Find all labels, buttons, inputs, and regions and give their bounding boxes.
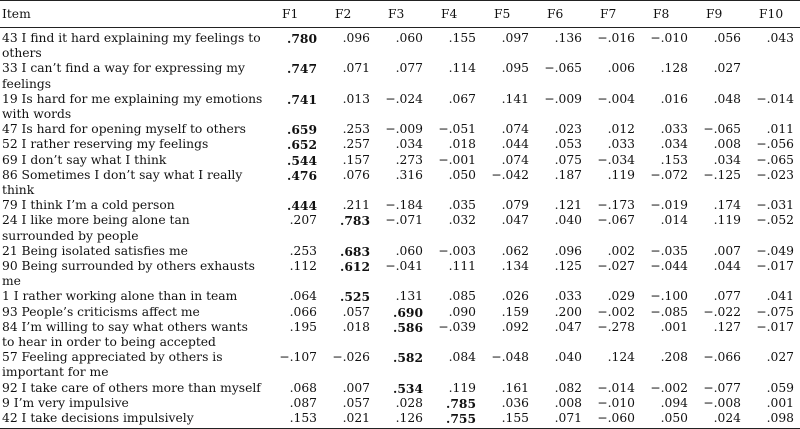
loading-cell: .027 bbox=[713, 61, 741, 76]
loading-cell: −.066 bbox=[703, 350, 741, 365]
table-header-row bbox=[0, 1, 800, 28]
loading-cell: .092 bbox=[501, 319, 529, 334]
loading-cell: .071 bbox=[535, 411, 588, 429]
item-label: 86 Sometimes I don’t say what I really think bbox=[2, 167, 243, 198]
loading-cell: .187 bbox=[554, 167, 582, 182]
loading-cell: −.065 bbox=[544, 61, 582, 76]
loading-cell: .155 bbox=[482, 411, 535, 429]
item-label: 9 I’m very impulsive bbox=[2, 395, 129, 410]
loading-cell: .141 bbox=[501, 91, 529, 106]
loading-cell: −.039 bbox=[438, 319, 476, 334]
loading-cell: .016 bbox=[660, 91, 688, 106]
loading-cell: .444 bbox=[287, 198, 317, 214]
loading-cell: −.014 bbox=[756, 91, 794, 106]
column-header-f9: F9 bbox=[694, 1, 747, 28]
loading-cell: −.085 bbox=[650, 304, 688, 319]
table-row bbox=[0, 153, 800, 168]
loading-cell: .056 bbox=[713, 31, 741, 45]
loading-cell: .114 bbox=[448, 61, 476, 76]
loading-cell: −.010 bbox=[650, 31, 688, 45]
table-row bbox=[0, 213, 800, 243]
loading-cell: .002 bbox=[607, 243, 635, 258]
loading-cell: .195 bbox=[289, 319, 317, 334]
loading-cell: −.026 bbox=[332, 350, 370, 365]
loading-cell: .690 bbox=[393, 304, 423, 320]
loading-cell: .084 bbox=[448, 350, 476, 365]
loading-cell: .064 bbox=[289, 289, 317, 304]
table-row bbox=[0, 137, 800, 152]
loading-cell: .040 bbox=[554, 213, 582, 228]
loading-cell: −.017 bbox=[756, 319, 794, 334]
loading-cell: .273 bbox=[395, 152, 423, 167]
loading-cell: .034 bbox=[713, 152, 741, 167]
loading-cell: −.009 bbox=[385, 122, 423, 137]
item-label: 19 Is hard for me explaining my emotions with words bbox=[2, 91, 263, 122]
item-label: 90 Being surrounded by others exhausts me bbox=[2, 259, 255, 289]
item-label: 69 I don’t say what I think bbox=[2, 152, 167, 167]
item-label: 47 Is hard for opening myself to others bbox=[2, 122, 246, 137]
loading-cell: .040 bbox=[554, 350, 582, 365]
loading-cell: .008 bbox=[554, 395, 582, 410]
loading-cell: .066 bbox=[289, 304, 317, 319]
loading-cell: −.278 bbox=[597, 319, 635, 334]
item-label: 33 I can’t find a way for expressing my feelings bbox=[2, 61, 245, 91]
loading-cell: .013 bbox=[342, 91, 370, 106]
loading-cell: .159 bbox=[501, 304, 529, 319]
loading-cell: .018 bbox=[448, 137, 476, 152]
loading-cell: .683 bbox=[340, 243, 370, 259]
table-row bbox=[0, 122, 800, 137]
table-row bbox=[0, 350, 800, 380]
loading-cell: −.056 bbox=[756, 137, 794, 152]
table-body bbox=[0, 28, 800, 429]
loading-cell: .044 bbox=[713, 259, 741, 274]
loading-cell: −.019 bbox=[650, 198, 688, 213]
loading-cell: .161 bbox=[501, 380, 529, 395]
loading-cell: .014 bbox=[660, 213, 688, 228]
loading-cell: −.027 bbox=[597, 259, 635, 274]
column-header-f3: F3 bbox=[376, 1, 429, 28]
loading-cell: .024 bbox=[694, 411, 747, 429]
item-label: 84 I’m willing to say what others wants to hear in order to being accepted bbox=[2, 319, 248, 350]
loading-cell: .075 bbox=[554, 152, 582, 167]
loading-cell: −.010 bbox=[597, 395, 635, 410]
loading-cell: .111 bbox=[448, 259, 476, 274]
loading-cell: .659 bbox=[287, 122, 317, 138]
loading-cell: −.075 bbox=[756, 304, 794, 319]
loading-cell: .050 bbox=[448, 167, 476, 182]
loading-cell: .076 bbox=[342, 167, 370, 182]
loading-cell: .047 bbox=[554, 319, 582, 334]
loading-cell: −.023 bbox=[756, 167, 794, 182]
loading-cell: −.044 bbox=[650, 259, 688, 274]
loading-cell: .112 bbox=[289, 259, 317, 274]
loading-cell: −.042 bbox=[491, 167, 529, 182]
loading-cell: .001 bbox=[766, 395, 794, 410]
loading-cell: .062 bbox=[501, 243, 529, 258]
loading-cell: −.031 bbox=[756, 198, 794, 213]
column-header-f2: F2 bbox=[323, 1, 376, 28]
loading-cell: .033 bbox=[607, 137, 635, 152]
loading-cell: .077 bbox=[395, 61, 423, 76]
loading-cell: .048 bbox=[713, 91, 741, 106]
loading-cell: .119 bbox=[607, 167, 635, 182]
table-row bbox=[0, 320, 800, 350]
item-label: 21 Being isolated satisfies me bbox=[2, 243, 188, 258]
loading-cell: .095 bbox=[501, 61, 529, 76]
table-row bbox=[0, 168, 800, 198]
loading-cell: −.184 bbox=[385, 198, 423, 213]
loading-cell: −.125 bbox=[703, 167, 741, 182]
loading-cell: −.065 bbox=[703, 122, 741, 137]
loading-cell: .029 bbox=[607, 289, 635, 304]
item-label: 79 I think I’m a cold person bbox=[2, 198, 175, 213]
loading-cell: .006 bbox=[607, 61, 635, 76]
loading-cell: .096 bbox=[554, 243, 582, 258]
loading-cell: .032 bbox=[448, 213, 476, 228]
table-row bbox=[0, 61, 800, 91]
loading-cell: .034 bbox=[395, 137, 423, 152]
loading-cell: .525 bbox=[340, 289, 370, 305]
loading-cell: .124 bbox=[607, 350, 635, 365]
loading-cell: −.035 bbox=[650, 243, 688, 258]
loading-cell: .060 bbox=[395, 31, 423, 45]
loading-cell: −.017 bbox=[756, 259, 794, 274]
loading-cell: .253 bbox=[289, 243, 317, 258]
loading-cell: .074 bbox=[501, 152, 529, 167]
table-row bbox=[0, 289, 800, 304]
loading-cell: −.048 bbox=[491, 350, 529, 365]
loading-cell: .780 bbox=[287, 31, 317, 46]
loading-cell: .094 bbox=[660, 395, 688, 410]
loading-cell: .257 bbox=[342, 137, 370, 152]
loading-cell: .012 bbox=[607, 122, 635, 137]
loading-cell: −.024 bbox=[385, 91, 423, 106]
loading-cell: −.014 bbox=[597, 380, 635, 395]
loading-cell: .134 bbox=[501, 259, 529, 274]
table-row bbox=[0, 28, 800, 62]
loading-cell: .153 bbox=[660, 152, 688, 167]
loading-cell: −.034 bbox=[597, 152, 635, 167]
item-label: 92 I take care of others more than myself bbox=[2, 380, 261, 395]
loading-cell: −.016 bbox=[597, 31, 635, 45]
loading-cell: .155 bbox=[448, 31, 476, 45]
loading-cell: −.052 bbox=[756, 213, 794, 228]
loading-cell: −.004 bbox=[597, 91, 635, 106]
loading-cell: .047 bbox=[501, 213, 529, 228]
loading-cell: .316 bbox=[395, 167, 423, 182]
loading-cell: .001 bbox=[660, 319, 688, 334]
loading-cell: .087 bbox=[289, 395, 317, 410]
loading-cell: −.067 bbox=[597, 213, 635, 228]
loading-cell: .153 bbox=[270, 411, 323, 429]
loading-cell: −.173 bbox=[597, 198, 635, 213]
loading-cell: .612 bbox=[340, 259, 370, 275]
column-header-f10: F10 bbox=[747, 1, 800, 28]
column-header-f6: F6 bbox=[535, 1, 588, 28]
item-label: 24 I like more being alone tan surrounded by people bbox=[2, 213, 190, 243]
loading-cell: .096 bbox=[342, 31, 370, 45]
loading-cell: .747 bbox=[287, 61, 317, 77]
loading-cell: −.002 bbox=[597, 304, 635, 319]
loading-cell: −.022 bbox=[703, 304, 741, 319]
loading-cell: .121 bbox=[554, 198, 582, 213]
table-row bbox=[0, 396, 800, 411]
loading-cell: .126 bbox=[376, 411, 429, 429]
loading-cell: .079 bbox=[501, 198, 529, 213]
loading-cell: .652 bbox=[287, 137, 317, 153]
column-header-item: Item bbox=[0, 1, 270, 28]
loading-cell: .028 bbox=[395, 395, 423, 410]
loading-cell: .034 bbox=[660, 137, 688, 152]
table-row bbox=[0, 92, 800, 122]
loading-cell: .060 bbox=[395, 243, 423, 258]
loading-cell: .043 bbox=[766, 31, 794, 45]
loading-cell: .128 bbox=[660, 61, 688, 76]
table-row bbox=[0, 411, 800, 429]
loading-cell: −.060 bbox=[588, 411, 641, 429]
loading-cell: .741 bbox=[287, 91, 317, 107]
column-header-f8: F8 bbox=[641, 1, 694, 28]
loading-cell: .033 bbox=[554, 289, 582, 304]
loading-cell bbox=[747, 61, 800, 91]
loading-cell: .785 bbox=[446, 395, 476, 411]
loading-cell: .544 bbox=[287, 152, 317, 168]
item-label: 42 I take decisions impulsively bbox=[0, 411, 270, 429]
loading-cell: .534 bbox=[393, 380, 423, 396]
table-row bbox=[0, 244, 800, 259]
loading-cell: .127 bbox=[713, 319, 741, 334]
loading-cell: .200 bbox=[554, 304, 582, 319]
loading-cell: −.071 bbox=[385, 213, 423, 228]
loading-cell: .208 bbox=[660, 350, 688, 365]
loading-cell: .119 bbox=[448, 380, 476, 395]
column-header-f1: F1 bbox=[270, 1, 323, 28]
loading-cell: .097 bbox=[501, 31, 529, 45]
loading-cell: −.072 bbox=[650, 167, 688, 182]
loading-cell: −.008 bbox=[703, 395, 741, 410]
loading-cell: .119 bbox=[713, 213, 741, 228]
column-header-f7: F7 bbox=[588, 1, 641, 28]
loading-cell: −.009 bbox=[544, 91, 582, 106]
loading-cell: .783 bbox=[340, 213, 370, 229]
loading-cell: .021 bbox=[323, 411, 376, 429]
loading-cell: .755 bbox=[429, 411, 482, 429]
loading-cell: .057 bbox=[342, 304, 370, 319]
loading-cell: .035 bbox=[448, 198, 476, 213]
loading-cell: .071 bbox=[342, 61, 370, 76]
loading-cell: .098 bbox=[747, 411, 800, 429]
loading-cell: .157 bbox=[342, 152, 370, 167]
loading-cell: .125 bbox=[554, 259, 582, 274]
loading-cell: −.065 bbox=[756, 152, 794, 167]
loading-cell: .085 bbox=[448, 289, 476, 304]
table-row bbox=[0, 305, 800, 320]
table-row bbox=[0, 381, 800, 396]
loading-cell: .059 bbox=[766, 380, 794, 395]
loading-cell: .074 bbox=[501, 122, 529, 137]
loading-cell: .090 bbox=[448, 304, 476, 319]
loading-cell: .582 bbox=[393, 350, 423, 366]
loading-cell: .082 bbox=[554, 380, 582, 395]
loading-cell: .008 bbox=[713, 137, 741, 152]
loading-cell: .007 bbox=[342, 380, 370, 395]
loading-cell: .018 bbox=[342, 319, 370, 334]
loading-cell: −.051 bbox=[438, 122, 476, 137]
loading-cell: .057 bbox=[342, 395, 370, 410]
item-label: 43 I find it hard explaining my feelings to others bbox=[2, 31, 261, 61]
loading-cell: .131 bbox=[395, 289, 423, 304]
loading-cell: .207 bbox=[289, 213, 317, 228]
loading-cell: −.077 bbox=[703, 380, 741, 395]
loading-cell: −.001 bbox=[438, 152, 476, 167]
loading-cell: .068 bbox=[289, 380, 317, 395]
table-row bbox=[0, 259, 800, 289]
loading-cell: .174 bbox=[713, 198, 741, 213]
loading-cell: .026 bbox=[501, 289, 529, 304]
loading-cell: .011 bbox=[766, 122, 794, 137]
loading-cell: .007 bbox=[713, 243, 741, 258]
loading-cell: .041 bbox=[766, 289, 794, 304]
loading-cell: .586 bbox=[393, 319, 423, 335]
loading-cell: −.002 bbox=[650, 380, 688, 395]
loading-cell: −.003 bbox=[438, 243, 476, 258]
item-label: 57 Feeling appreciated by others is important for me bbox=[2, 350, 223, 380]
loading-cell: −.107 bbox=[279, 350, 317, 365]
loading-cell: .476 bbox=[287, 167, 317, 183]
loading-cell: .050 bbox=[641, 411, 694, 429]
loading-cell: .077 bbox=[713, 289, 741, 304]
item-label: 1 I rather working alone than in team bbox=[2, 289, 238, 304]
loading-cell: .036 bbox=[501, 395, 529, 410]
loading-cell: .053 bbox=[554, 137, 582, 152]
loading-cell: .023 bbox=[554, 122, 582, 137]
loading-cell: .211 bbox=[342, 198, 370, 213]
loading-cell: .044 bbox=[501, 137, 529, 152]
loading-cell: −.049 bbox=[756, 243, 794, 258]
item-label: 93 People’s criticisms affect me bbox=[2, 304, 200, 319]
loading-cell: .253 bbox=[342, 122, 370, 137]
loading-cell: .027 bbox=[766, 350, 794, 365]
loading-cell: .033 bbox=[660, 122, 688, 137]
loading-cell: −.041 bbox=[385, 259, 423, 274]
item-label: 52 I rather reserving my feelings bbox=[2, 137, 209, 152]
table-row bbox=[0, 198, 800, 213]
loading-cell: −.100 bbox=[650, 289, 688, 304]
loading-cell: .136 bbox=[554, 31, 582, 45]
column-header-f5: F5 bbox=[482, 1, 535, 28]
loading-cell: .067 bbox=[448, 91, 476, 106]
column-header-f4: F4 bbox=[429, 1, 482, 28]
